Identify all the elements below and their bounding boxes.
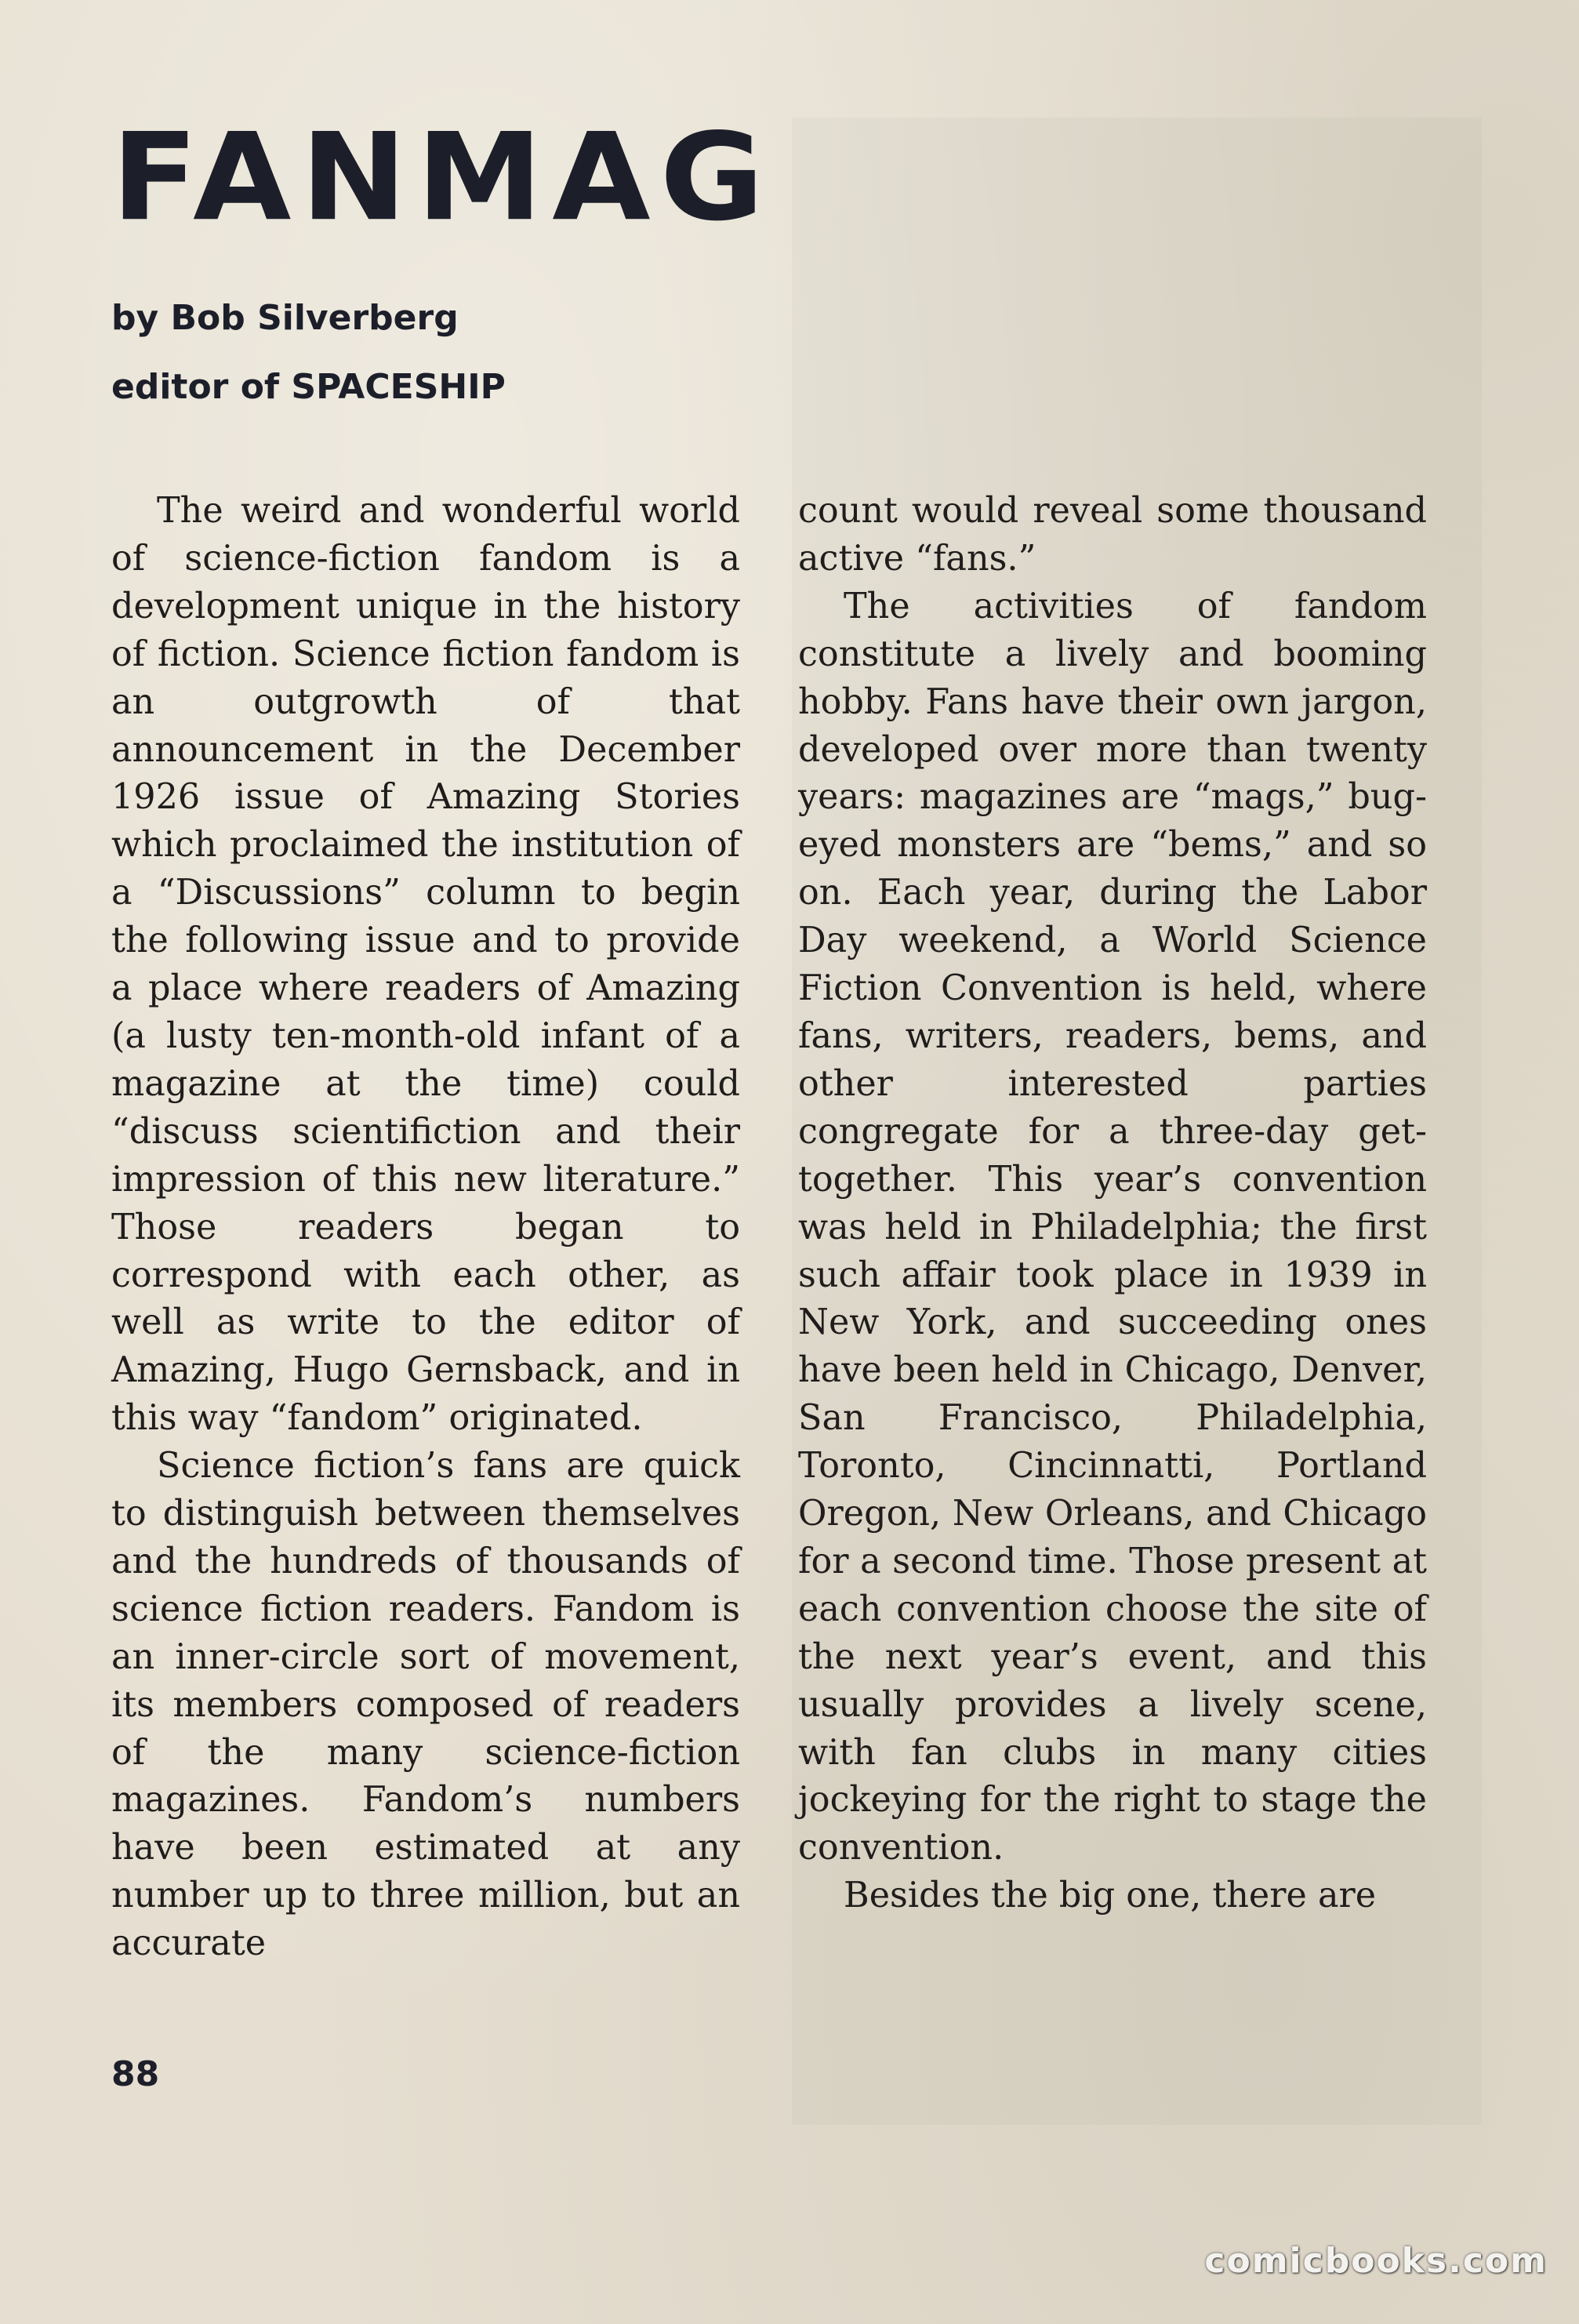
paragraph-continued: count would reveal some thousand active “fans.” <box>798 491 1427 579</box>
paragraph: Science fiction’s fans are quick to distinguish between themselves and the hundreds of thousands of science fiction readers. Fandom is an inner-circle sort of movement, its members composed of readers of the many science-fiction magazines. Fandom’s numbers have been estimated at any number up to three million, but an accurate <box>111 1446 740 1964</box>
byline-role: editor of SPACESHIP <box>111 367 506 407</box>
article-title: FANMAG <box>111 107 774 249</box>
page-number: 88 <box>111 2054 160 2094</box>
paragraph: The activities of fandom constitute a lively and booming hobby. Fans have their own jargon, developed over more than twenty years: magazines are “mags,” bug-eyed monsters are “bems,” and so on. Each year, during the Labor Day weekend, a World Science Fiction Convention is held, where fans, writers, readers, bems, and other interested parties congregate for a three-day get-together. This year’s convention was held in Philadelphia; the first such affair took place in 1939 in New York, and succeeding ones have been held in Chicago, Denver, San Francisco, Philadelphia, Toronto, Cincinnatti, Portland Oregon, New Orleans, and Chicago for a second time. Those present at each convention choose the site of the next year’s event, and this usually provides a lively scene, with fan clubs in many cities jockeying for the right to stage the convention. <box>798 586 1427 1868</box>
paragraph: Besides the big one, there are <box>844 1876 1377 1916</box>
byline <box>111 284 506 422</box>
byline-author: by Bob Silverberg <box>111 298 459 338</box>
body-column-left <box>111 488 740 1968</box>
watermark-logo: comicbooks.com <box>1204 2241 1548 2281</box>
body-column-right <box>798 488 1427 1920</box>
paragraph: The weird and wonderful world of science-fiction fandom is a development unique in the history of fiction. Science fiction fandom is an outgrowth of that announcement in the December 1926 issue of Amazing Stories which proclaimed the institution of a “Discussions” column to begin the following issue and to provide a place where readers of Amazing (a lusty ten-month-old infant of a magazine at the time) could “discuss scientifiction and their impression of this new literature.” Those readers began to correspond with each other, as well as write to the editor of Amazing, Hugo Gernsback, and in this way “fandom” originated. <box>111 491 740 1439</box>
